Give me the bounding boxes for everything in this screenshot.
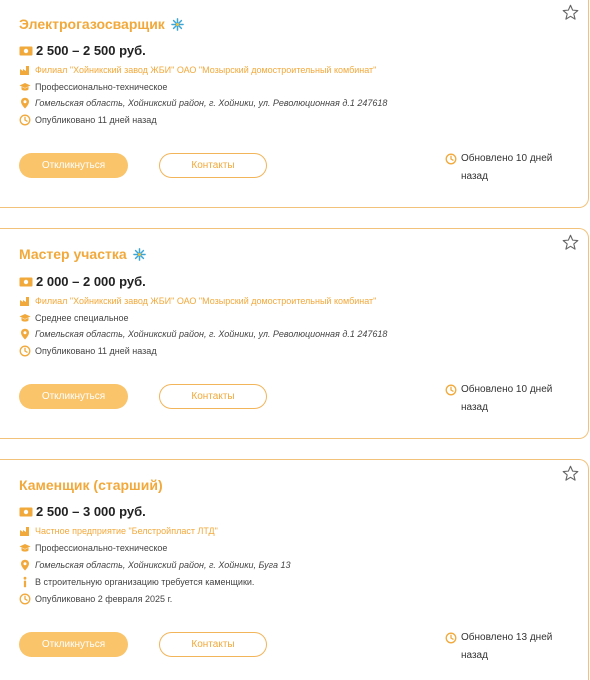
company[interactable] <box>19 295 376 307</box>
vacancy-title[interactable]: Электрогазосварщик <box>19 16 165 32</box>
updated <box>445 381 575 417</box>
vacancy-card <box>0 0 589 208</box>
money-icon <box>19 276 33 288</box>
apply-button[interactable]: Откликнуться <box>19 632 128 657</box>
clock-icon <box>19 593 31 605</box>
salary <box>19 43 146 58</box>
updated <box>445 150 575 186</box>
clock-icon <box>445 384 457 396</box>
address <box>19 559 290 571</box>
location-pin-icon <box>19 559 31 571</box>
address <box>19 328 387 340</box>
apply-button[interactable]: Откликнуться <box>19 384 128 409</box>
company[interactable] <box>19 525 218 537</box>
salary-text: 2 500 – 3 000 руб. <box>36 504 146 519</box>
published-text: Опубликовано 2 февраля 2025 г. <box>35 594 173 604</box>
education-text: Среднее специальное <box>35 313 129 323</box>
updated <box>445 629 575 665</box>
location-pin-icon <box>19 97 31 109</box>
favorite-star-icon[interactable] <box>562 465 579 482</box>
graduation-cap-icon <box>19 312 31 324</box>
factory-icon <box>19 64 31 76</box>
vacancy-card <box>0 228 589 439</box>
published <box>19 345 157 357</box>
address-text: Гомельская область, Хойникский район, г. Хойники, ул. Революционная д.1 247618 <box>35 98 388 108</box>
updated-text: Обновлено 10 дней назад <box>461 153 553 182</box>
contacts-button[interactable]: Контакты <box>159 153 267 178</box>
salary <box>19 274 146 289</box>
sparkle-icon <box>133 248 146 261</box>
salary <box>19 504 146 519</box>
published-text: Опубликовано 11 дней назад <box>35 346 157 356</box>
updated-text: Обновлено 10 дней назад <box>461 384 553 413</box>
updated-text: Обновлено 13 дней назад <box>461 632 553 661</box>
description <box>19 576 254 588</box>
factory-icon <box>19 525 31 537</box>
address-text: Гомельская область, Хойникский район, г. Хойники, ул. Революционная д.1 247618 <box>35 329 388 339</box>
favorite-star-icon[interactable] <box>562 234 579 251</box>
company-name[interactable]: Филиал "Хойникский завод ЖБИ" ОАО "Мозырский домостроительный комбинат" <box>35 296 377 306</box>
vacancy-title[interactable]: Каменщик (старший) <box>19 477 163 493</box>
vacancy-title-row[interactable] <box>19 16 184 32</box>
graduation-cap-icon <box>19 81 31 93</box>
contacts-button[interactable]: Контакты <box>159 384 267 409</box>
apply-button[interactable]: Откликнуться <box>19 153 128 178</box>
info-icon <box>19 576 31 588</box>
published <box>19 593 172 605</box>
education <box>19 312 129 324</box>
salary-text: 2 000 – 2 000 руб. <box>36 274 146 289</box>
sparkle-icon <box>171 18 184 31</box>
clock-icon <box>445 632 457 644</box>
money-icon <box>19 45 33 57</box>
education-text: Профессионально-техническое <box>35 82 168 92</box>
education-text: Профессионально-техническое <box>35 543 168 553</box>
published <box>19 114 157 126</box>
favorite-star-icon[interactable] <box>562 4 579 21</box>
salary-text: 2 500 – 2 500 руб. <box>36 43 146 58</box>
published-text: Опубликовано 11 дней назад <box>35 115 157 125</box>
company-name[interactable]: Частное предприятие "Белстройпласт ЛТД" <box>35 526 218 536</box>
vacancy-title-row[interactable] <box>19 246 146 262</box>
graduation-cap-icon <box>19 542 31 554</box>
clock-icon <box>19 114 31 126</box>
vacancy-title-row[interactable] <box>19 477 163 493</box>
vacancy-card <box>0 459 589 680</box>
factory-icon <box>19 295 31 307</box>
money-icon <box>19 506 33 518</box>
address <box>19 97 387 109</box>
company-name[interactable]: Филиал "Хойникский завод ЖБИ" ОАО "Мозырский домостроительный комбинат" <box>35 65 377 75</box>
description-text: В строительную организацию требуется каменщики. <box>35 577 255 587</box>
location-pin-icon <box>19 328 31 340</box>
education <box>19 542 167 554</box>
vacancy-title[interactable]: Мастер участка <box>19 246 127 262</box>
clock-icon <box>19 345 31 357</box>
contacts-button[interactable]: Контакты <box>159 632 267 657</box>
clock-icon <box>445 153 457 165</box>
company[interactable] <box>19 64 376 76</box>
education <box>19 81 167 93</box>
address-text: Гомельская область, Хойникский район, г. Хойники, Буга 13 <box>35 560 291 570</box>
